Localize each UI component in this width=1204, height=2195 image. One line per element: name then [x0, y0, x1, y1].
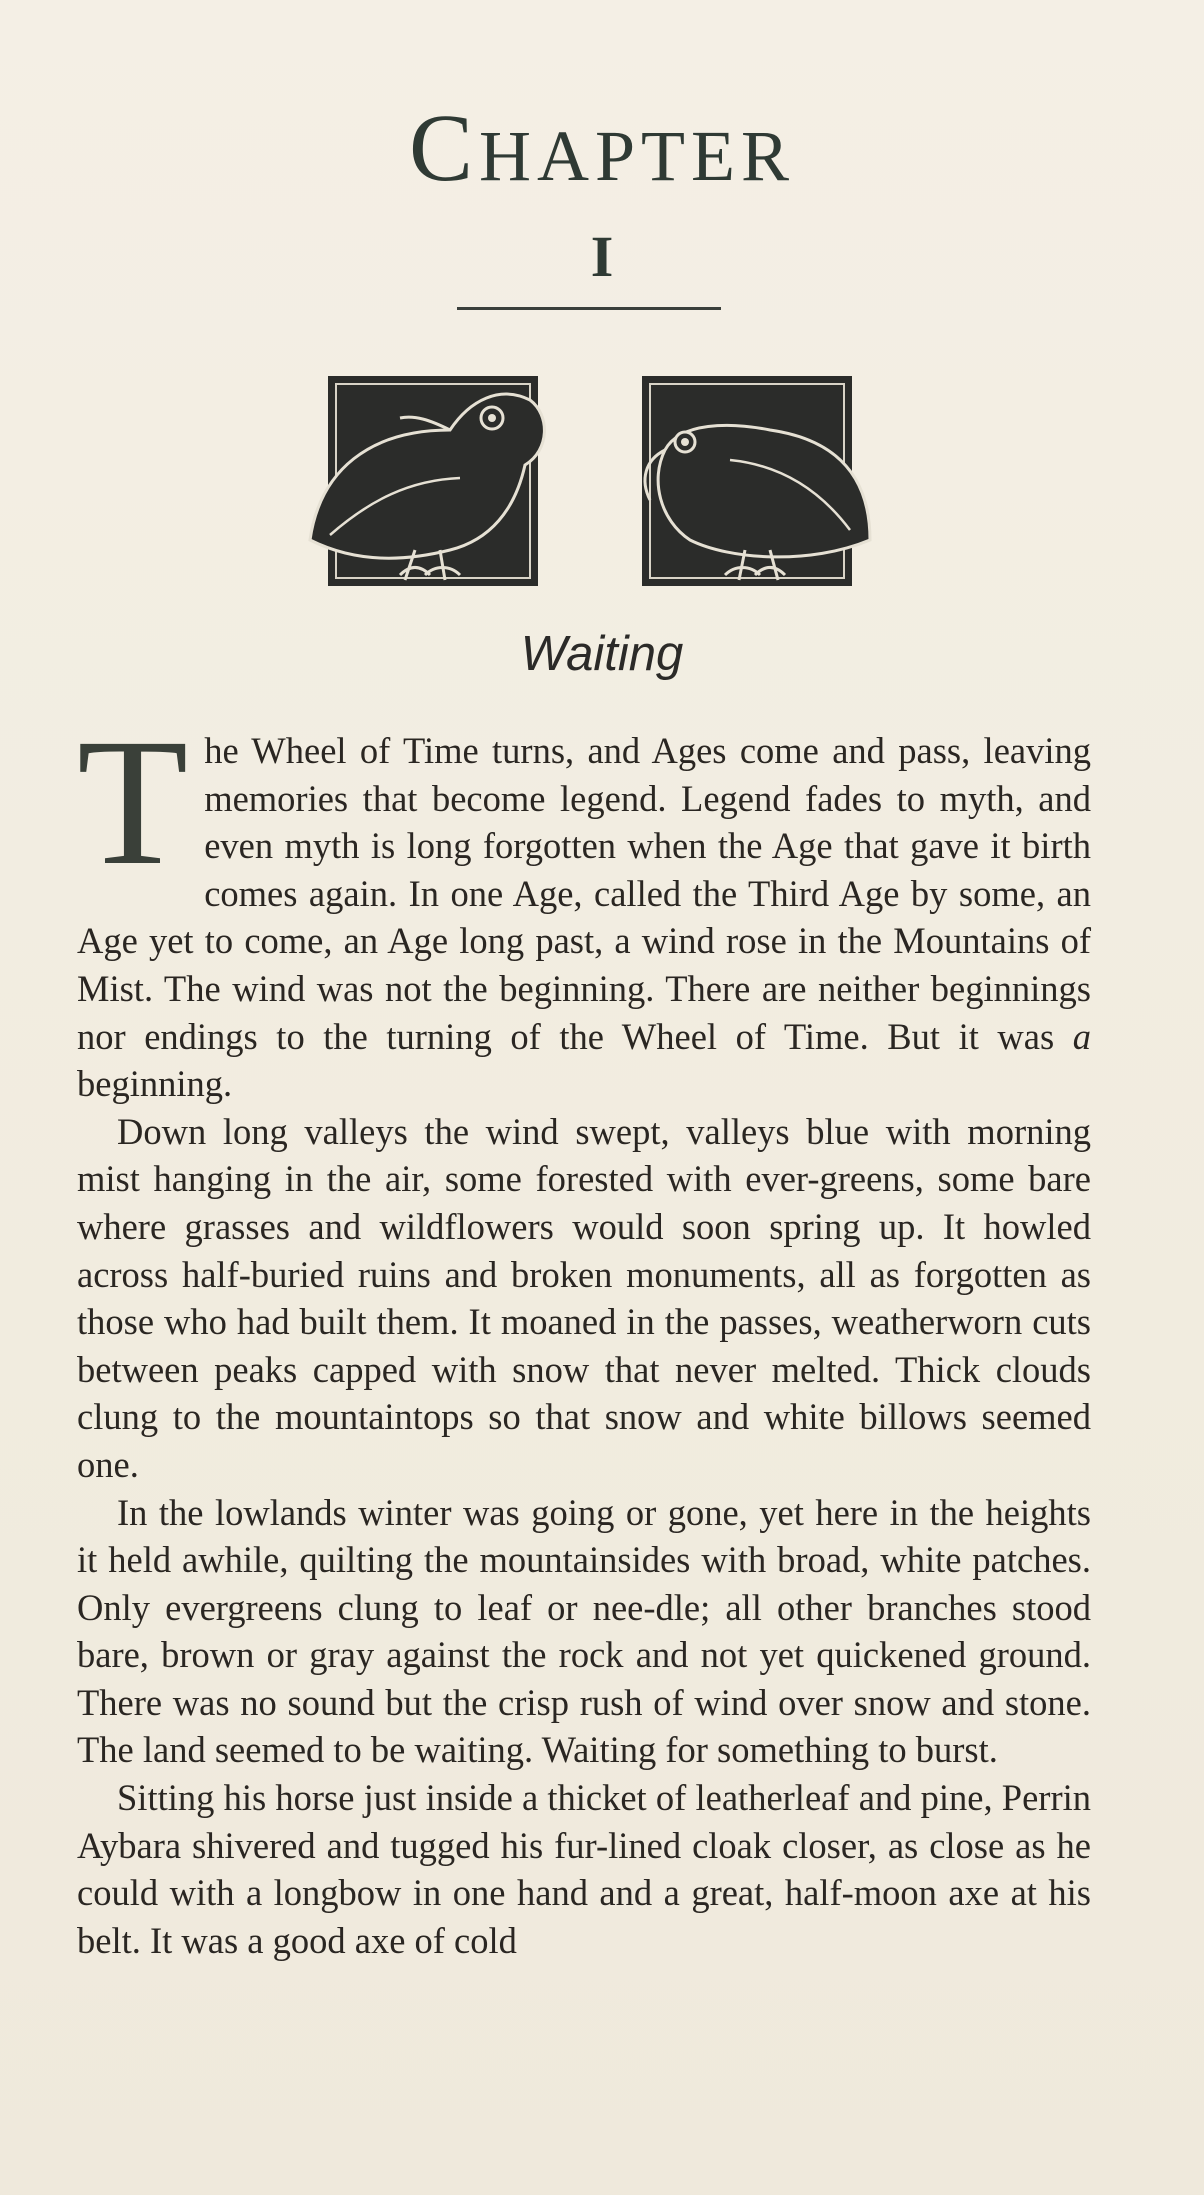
- paragraph-2: Down long valleys the wind swept, valleys blue with morning mist hanging in the air, some forested with ever-greens, some bare where grasses and wildflowers would soon spring up. It howled across half-buried ruins and broken monuments, all as forgotten as those who had built them. It moaned in the passes, weatherworn cuts between peaks capped with snow that never melted. Thick clouds clung to the mountaintops so that snow and white billows seemed one.: [77, 1110, 1091, 1485]
- paragraph-1-emphasis: a: [1072, 1015, 1091, 1057]
- chapter-word-initial: C: [408, 94, 479, 201]
- chapter-ornament: [300, 360, 880, 596]
- raven-icon: [310, 376, 544, 586]
- chapter-text: [77, 702, 1091, 1964]
- raven-icon: [642, 376, 870, 586]
- chapter-divider: [457, 307, 721, 310]
- paragraph-4: Sitting his horse just inside a thicket of leatherleaf and pine, Perrin Aybara shivered and tugged his fur-lined cloak closer, as close as he could with a longbow in one hand and a great, half-moon axe at his belt. It was a good axe of cold: [77, 1777, 1091, 1961]
- paragraph-1-text: he Wheel of Time turns, and Ages come and pass, leaving memories that become legend. Legend fades to myth, and even myth is long forgotten when the Age that gave it birth comes again. In one Age, called the Third Age by some, an Age yet to come, an Age long past, a wind rose in the Mountains of Mist. The wind was not the beginning. There are neither beginnings nor endings to the turning of the Wheel of Time. But it was: [77, 730, 1091, 1057]
- chapter-word-rest: HAPTER: [479, 116, 796, 196]
- paragraph-1: [77, 702, 1091, 1108]
- chapter-number: I: [590, 224, 614, 289]
- drop-cap: T: [77, 702, 189, 903]
- paragraph-3: In the lowlands winter was going or gone, yet here in the heights it held awhile, quilting the mountainsides with broad, white patches. Only evergreens clung to leaf or nee-dle; all other branches stood bare, brown or gray against the rock and not yet quickened ground. There was no sound but the crisp rush of wind over snow and stone. The land seemed to be waiting. Waiting for something to burst.: [77, 1491, 1091, 1771]
- chapter-title: Waiting: [520, 627, 684, 681]
- chapter-word: [408, 94, 796, 201]
- chapter-heading: [0, 94, 1204, 201]
- paragraph-1-end: beginning.: [77, 1063, 233, 1105]
